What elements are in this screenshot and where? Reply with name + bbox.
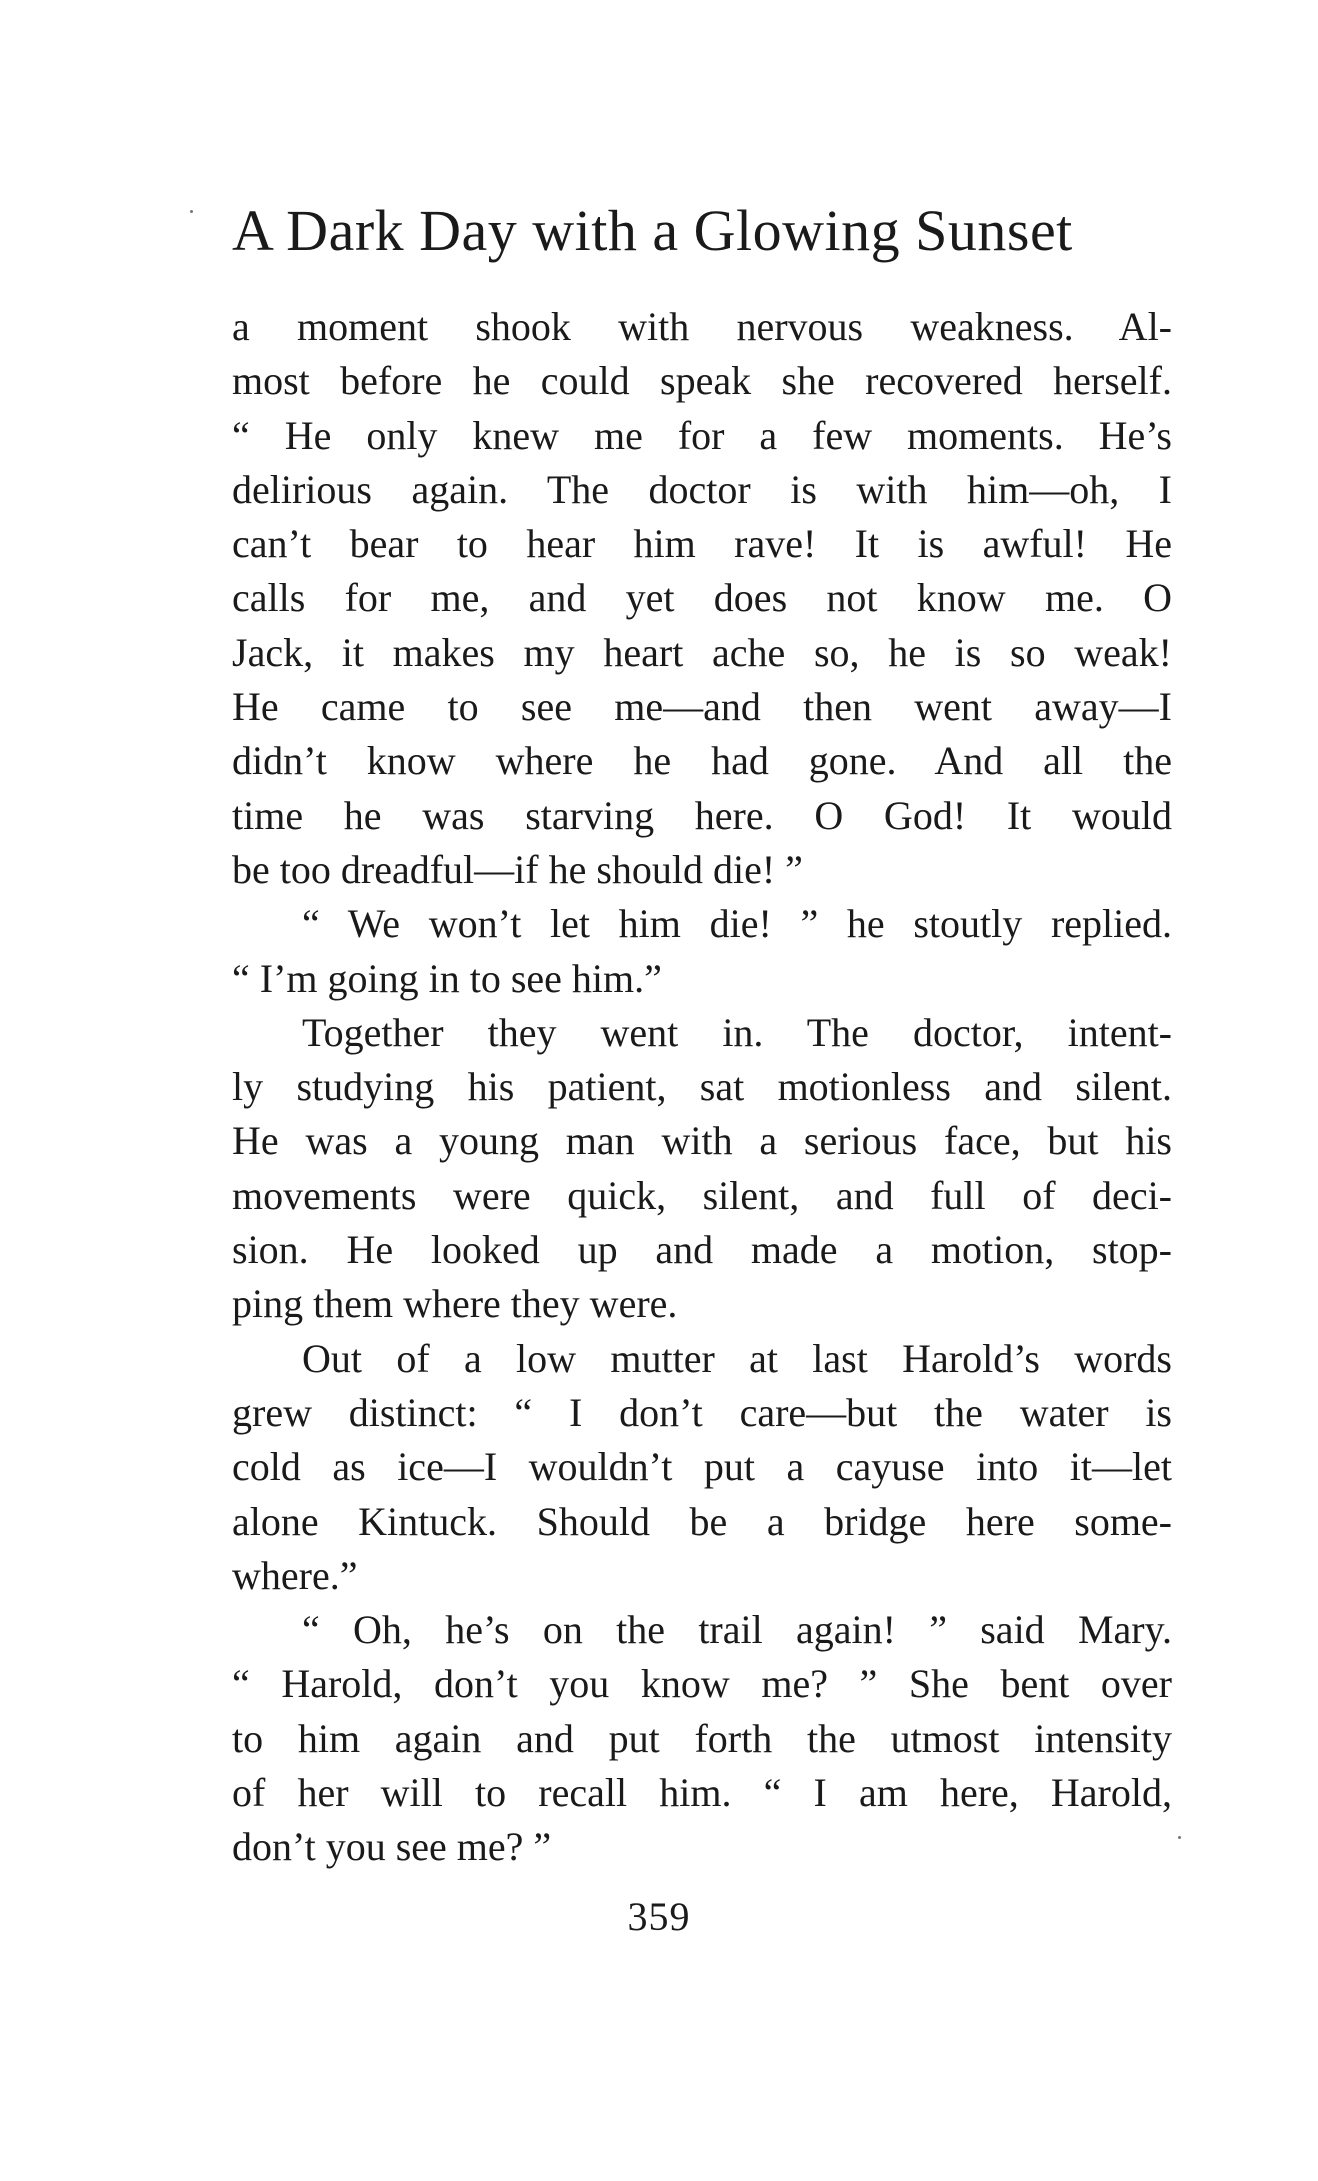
text-line: calls for me, and yet does not know me. O xyxy=(232,575,1172,621)
text-line: time he was starving here. O God! It would xyxy=(232,792,1172,838)
text-line: to him again and put forth the utmost intensity xyxy=(232,1715,1172,1761)
text-line: Together they went in. The doctor, intent- xyxy=(302,1009,1172,1055)
body-text xyxy=(232,300,1172,1875)
text-line: “ We won’t let him die! ” he stoutly replied. xyxy=(302,901,1172,947)
text-line: where.” xyxy=(232,1552,358,1598)
text-line: He was a young man with a serious face, but his xyxy=(232,1118,1172,1164)
text-line: ping them where they were. xyxy=(232,1281,678,1327)
text-line: Jack, it makes my heart ache so, he is so weak! xyxy=(232,629,1172,675)
print-speck xyxy=(1178,1836,1181,1839)
text-line: “ Oh, he’s on the trail again! ” said Mary. xyxy=(302,1607,1172,1653)
text-line: don’t you see me? ” xyxy=(232,1824,552,1870)
text-line: most before he could speak she recovered herself. xyxy=(232,358,1172,404)
print-speck xyxy=(190,210,193,213)
text-line: alone Kintuck. Should be a bridge here some- xyxy=(232,1498,1172,1544)
running-head: A Dark Day with a Glowing Sunset xyxy=(232,198,1073,263)
text-line: cold as ice—I wouldn’t put a cayuse into it—let xyxy=(232,1444,1172,1490)
text-line: “ Harold, don’t you know me? ” She bent over xyxy=(232,1661,1172,1707)
text-line: didn’t know where he had gone. And all the xyxy=(232,738,1172,784)
page-number: 359 xyxy=(627,1894,691,1939)
text-line: can’t bear to hear him rave! It is awful! He xyxy=(232,521,1172,567)
text-line: “ He only knew me for a few moments. He’s xyxy=(232,412,1172,458)
text-line: He came to see me—and then went away—I xyxy=(232,684,1172,730)
text-line: movements were quick, silent, and full of deci- xyxy=(232,1172,1172,1218)
text-line: a moment shook with nervous weakness. Al- xyxy=(232,304,1172,349)
text-line: delirious again. The doctor is with him—oh, I xyxy=(232,466,1172,512)
text-line: be too dreadful—if he should die! ” xyxy=(232,846,803,892)
text-line: Out of a low mutter at last Harold’s words xyxy=(302,1335,1172,1381)
text-line: “ I’m going in to see him.” xyxy=(232,955,662,1001)
text-line: sion. He looked up and made a motion, stop- xyxy=(232,1227,1172,1273)
text-line: grew distinct: “ I don’t care—but the water is xyxy=(232,1389,1172,1435)
text-line: of her will to recall him. “ I am here, Harold, xyxy=(232,1770,1172,1816)
text-line: ly studying his patient, sat motionless and silent. xyxy=(232,1064,1172,1110)
